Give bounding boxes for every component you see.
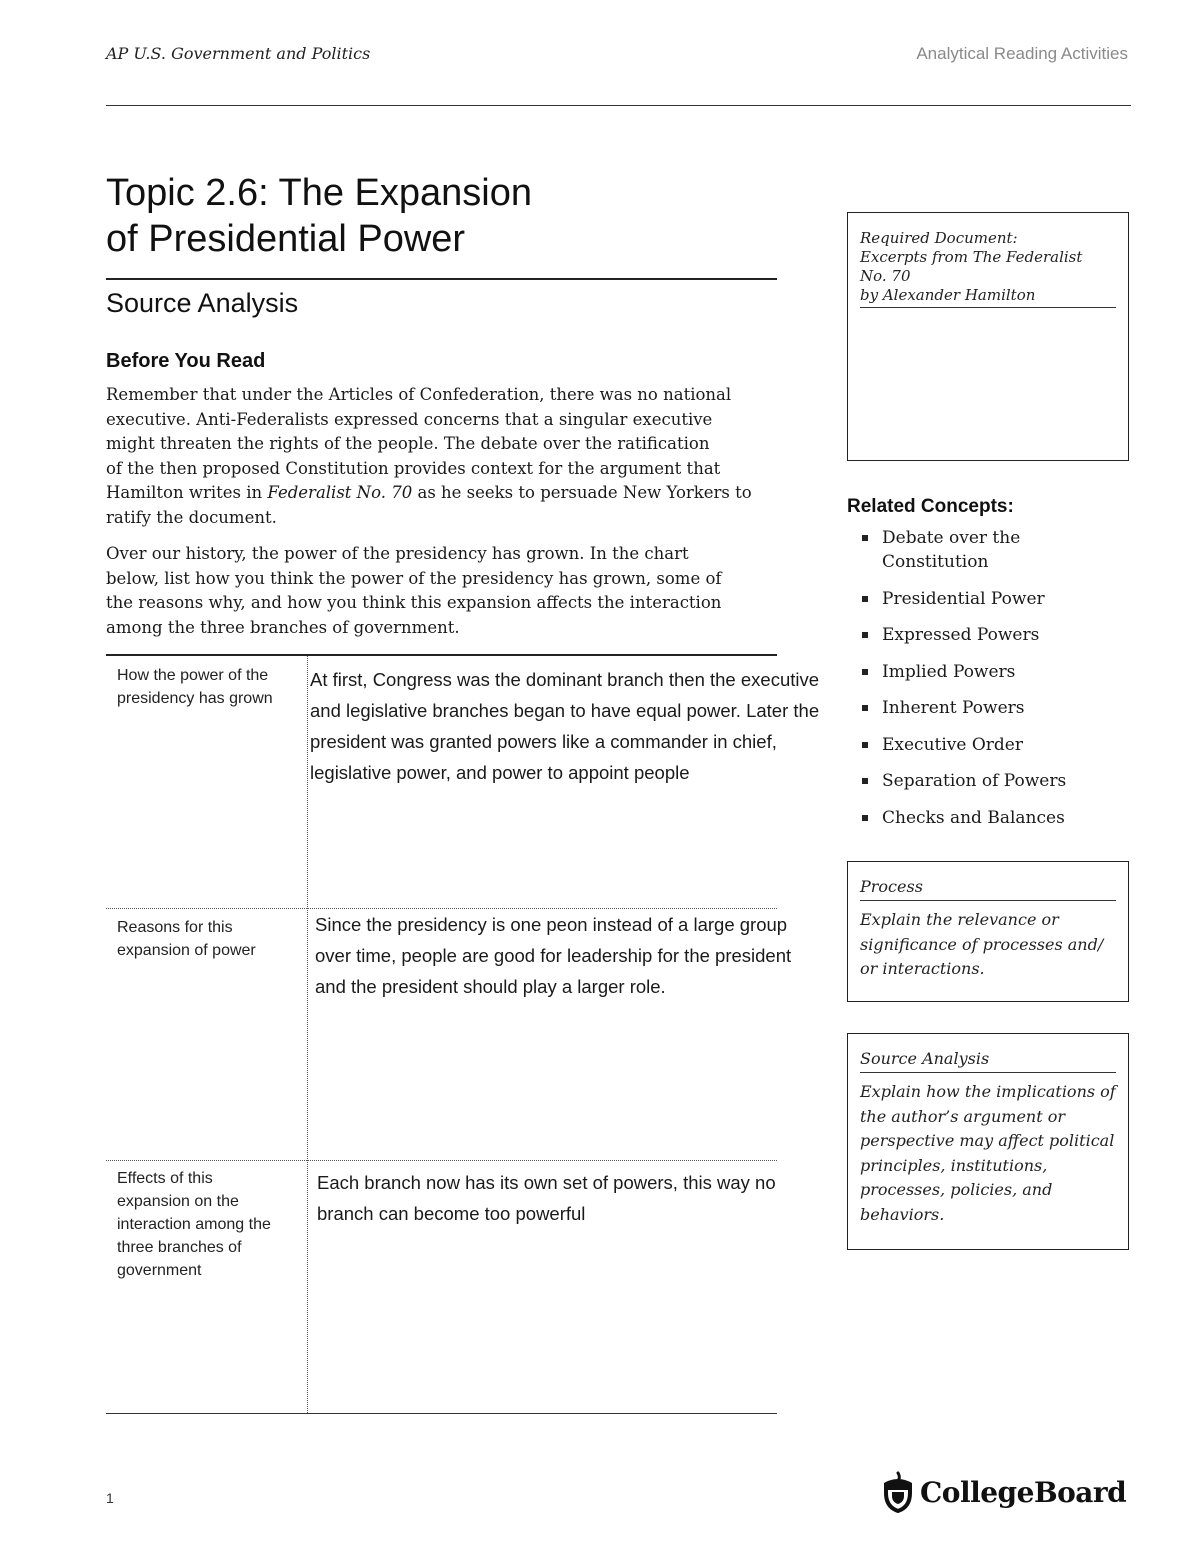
row-label-effects: Effects of this expansion on the interaction among the three branches of government xyxy=(117,1170,271,1279)
concept-item xyxy=(862,696,1127,720)
row-divider xyxy=(106,1160,777,1161)
concept-label: Executive Order xyxy=(882,734,1023,755)
answer-reasons[interactable]: Since the presidency is one peon instead of a large group over time, people are good for leadership for the president and the president should play a larger role. xyxy=(315,914,792,997)
concept-label: Checks and Balances xyxy=(882,807,1065,828)
intro-line: of the then proposed Constitution provides context for the argument that xyxy=(106,458,721,478)
source-analysis-heading: Source Analysis xyxy=(860,1048,1116,1073)
intro-line: ratify the document. xyxy=(106,507,277,527)
analysis-chart xyxy=(106,654,820,1414)
intro-text: Hamilton writes in xyxy=(106,483,268,502)
bullet-icon xyxy=(862,705,868,711)
concept-item xyxy=(862,587,1127,611)
title-divider xyxy=(106,278,777,280)
row-label-growth: How the power of the presidency has grown xyxy=(117,667,273,707)
required-document-label: Required Document: xyxy=(860,229,1018,247)
instructions-line: Over our history, the power of the presidency has grown. In the chart xyxy=(106,544,689,563)
section-title: Source Analysis xyxy=(106,288,299,318)
intro-text: as he seeks to persuade New Yorkers to xyxy=(412,483,752,502)
collegeboard-logo xyxy=(880,1470,1126,1514)
instructions-line: below, list how you think the power of the presidency has grown, some of xyxy=(106,568,722,588)
concept-label: Presidential Power xyxy=(882,588,1045,609)
required-document-box xyxy=(847,212,1129,461)
concept-label: Expressed Powers xyxy=(882,625,1040,645)
header-divider xyxy=(106,105,1131,106)
logo-wordmark: CollegeBoard xyxy=(920,1475,1127,1509)
page-number: 1 xyxy=(106,1490,114,1506)
process-description: Explain the relevance or significance of processes and/ or interactions. xyxy=(860,910,1104,978)
row-label-reasons: Reasons for this expansion of power xyxy=(117,919,256,959)
bullet-icon xyxy=(862,742,868,748)
concept-label: Separation of Powers xyxy=(882,771,1067,791)
intro-line: executive. Anti-Federalists expressed concerns that a singular executive xyxy=(106,409,713,429)
intro-line xyxy=(106,481,778,506)
source-analysis-box xyxy=(847,1033,1129,1250)
concept-label: Implied Powers xyxy=(882,661,1016,682)
required-document-title: No. 70 xyxy=(860,267,911,285)
related-concepts-list xyxy=(862,526,1127,842)
bullet-icon xyxy=(862,632,868,638)
instructions-line: among the three branches of government. xyxy=(106,617,460,637)
concept-item xyxy=(862,733,1127,757)
required-document-title: Excerpts from The Federalist xyxy=(860,248,1083,266)
running-header-course: AP U.S. Government and Politics xyxy=(106,44,371,63)
process-box xyxy=(847,861,1129,1002)
process-heading: Process xyxy=(860,876,1116,901)
document-title-ref: Federalist No. 70 xyxy=(267,483,413,502)
required-document-author: by Alexander Hamilton xyxy=(860,286,1036,304)
concept-item xyxy=(862,769,1127,793)
column-divider xyxy=(307,656,308,1413)
related-concepts-heading: Related Concepts: xyxy=(847,496,1014,517)
instructions-paragraph xyxy=(106,542,778,640)
acorn-icon xyxy=(880,1471,916,1513)
bullet-icon xyxy=(862,669,868,675)
concept-label: Debate over the Constitution xyxy=(882,528,1021,572)
page-title xyxy=(106,170,786,262)
bullet-icon xyxy=(862,815,868,821)
before-you-read-heading: Before You Read xyxy=(106,350,266,372)
intro-paragraph xyxy=(106,383,778,530)
page-title-line-1: Topic 2.6: The Expansion xyxy=(106,172,533,214)
answer-effects[interactable]: Each branch now has its own set of powers, this way no branch can become too powerful xyxy=(317,1172,776,1224)
concept-item xyxy=(862,806,1127,830)
concept-item xyxy=(862,660,1127,684)
running-header-section: Analytical Reading Activities xyxy=(916,44,1128,63)
required-document-text xyxy=(860,229,1116,308)
concept-item xyxy=(862,623,1127,647)
intro-line: might threaten the rights of the people. The debate over the ratification xyxy=(106,434,710,453)
intro-line: Remember that under the Articles of Confederation, there was no national xyxy=(106,385,732,404)
concept-label: Inherent Powers xyxy=(882,698,1025,718)
page-title-line-2: of Presidential Power xyxy=(106,218,466,260)
source-analysis-description: Explain how the implications of the author’s argument or perspective may affect political principles, institutions, processes, policies, and behaviors. xyxy=(860,1082,1116,1224)
concept-item xyxy=(862,526,1127,574)
answer-growth[interactable]: At first, Congress was the dominant branch then the executive and legislative branches began to have equal power. Later the president was granted powers like a commander in chief, legislative power, and power to appoint people xyxy=(310,669,820,783)
bullet-icon xyxy=(862,535,868,541)
bullet-icon xyxy=(862,778,868,784)
bullet-icon xyxy=(862,596,868,602)
instructions-line: the reasons why, and how you think this expansion affects the interaction xyxy=(106,593,722,612)
